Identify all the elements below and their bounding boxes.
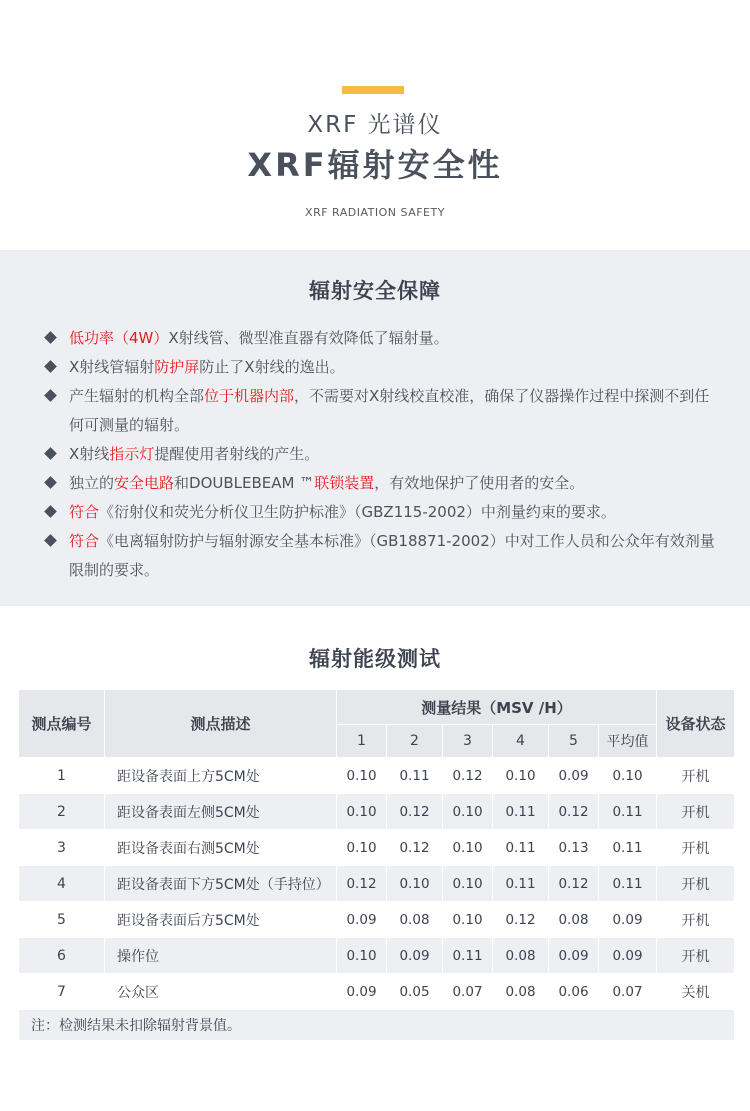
cell-value: 0.10 xyxy=(493,758,549,794)
cell-status: 开机 xyxy=(657,758,735,794)
test-title: 辐射能级测试 xyxy=(309,647,441,671)
cell-id: 3 xyxy=(19,830,105,866)
cell-value: 0.12 xyxy=(387,830,443,866)
cell-value: 0.11 xyxy=(599,866,657,902)
diamond-bullet-icon xyxy=(44,505,57,518)
header xyxy=(0,0,750,250)
cell-desc: 距设备表面上方5CM处 xyxy=(105,758,337,794)
safety-item xyxy=(44,498,724,527)
cell-value: 0.11 xyxy=(493,794,549,830)
table-row xyxy=(19,830,735,866)
cell-id: 2 xyxy=(19,794,105,830)
diamond-bullet-icon xyxy=(44,476,57,489)
cell-value: 0.09 xyxy=(599,938,657,974)
cell-value: 0.12 xyxy=(337,866,387,902)
cell-value: 0.09 xyxy=(549,758,599,794)
table-row xyxy=(19,902,735,938)
item-text: X射线 xyxy=(69,445,110,463)
cell-status: 开机 xyxy=(657,938,735,974)
cell-desc: 距设备表面后方5CM处 xyxy=(105,902,337,938)
cell-value: 0.10 xyxy=(337,938,387,974)
cell-value: 0.11 xyxy=(387,758,443,794)
cell-value: 0.09 xyxy=(549,938,599,974)
cell-value: 0.10 xyxy=(337,758,387,794)
cell-value: 0.13 xyxy=(549,830,599,866)
safety-item xyxy=(44,382,724,440)
item-text: X射线管、微型准直器有效降低了辐射量。 xyxy=(168,329,449,347)
cell-desc: 距设备表面左侧5CM处 xyxy=(105,794,337,830)
cell-value: 0.12 xyxy=(549,866,599,902)
diamond-bullet-icon xyxy=(44,389,57,402)
table-row xyxy=(19,866,735,902)
diamond-bullet-icon xyxy=(44,447,57,460)
header-status: 设备状态 xyxy=(657,690,735,758)
cell-value: 0.11 xyxy=(493,866,549,902)
cell-value: 0.10 xyxy=(443,902,493,938)
header-col-4: 4 xyxy=(493,725,549,758)
table-row xyxy=(19,794,735,830)
item-text: 提醒使用者射线的产生。 xyxy=(154,445,320,463)
header-result: 测量结果（MSV /H） xyxy=(337,690,657,725)
header-desc: 测点描述 xyxy=(105,690,337,758)
highlight-text: 符合 xyxy=(69,532,100,550)
safety-item xyxy=(44,353,724,382)
cell-status: 开机 xyxy=(657,902,735,938)
highlight-text: 指示灯 xyxy=(109,445,155,463)
header-col-2: 2 xyxy=(387,725,443,758)
table-row xyxy=(19,938,735,974)
table-row xyxy=(19,974,735,1010)
highlight-text: 低功率（4W） xyxy=(69,329,169,347)
cell-value: 0.10 xyxy=(599,758,657,794)
cell-value: 0.07 xyxy=(443,974,493,1010)
highlight-text: 安全电路 xyxy=(114,474,175,492)
page-subtitle: XRF 光谱仪 xyxy=(307,112,443,138)
diamond-bullet-icon xyxy=(44,534,57,547)
item-text: ，不需要对X射线校直校准，确保了仪器操作过程中探测不到任何可测量的辐射。 xyxy=(69,387,710,434)
cell-value: 0.12 xyxy=(493,902,549,938)
cell-value: 0.07 xyxy=(599,974,657,1010)
item-text: 《电离辐射防护与辐射源安全基本标准》（GB18871-2002）中对工作人员和公众年有效剂量限制的要求。 xyxy=(69,532,715,579)
cell-value: 0.11 xyxy=(599,794,657,830)
diamond-bullet-icon xyxy=(44,360,57,373)
page-subtitle-en: XRF RADIATION SAFETY xyxy=(305,206,445,219)
test-table xyxy=(18,689,735,1041)
item-text: 独立的 xyxy=(69,474,115,492)
cell-status: 开机 xyxy=(657,866,735,902)
highlight-text: 防护屏 xyxy=(154,358,200,376)
cell-id: 1 xyxy=(19,758,105,794)
cell-id: 4 xyxy=(19,866,105,902)
note-row xyxy=(19,1010,735,1041)
accent-bar xyxy=(342,86,404,94)
cell-value: 0.10 xyxy=(337,830,387,866)
cell-value: 0.08 xyxy=(493,974,549,1010)
cell-value: 0.09 xyxy=(599,902,657,938)
cell-value: 0.09 xyxy=(387,938,443,974)
cell-desc: 操作位 xyxy=(105,938,337,974)
safety-item xyxy=(44,324,724,353)
cell-id: 7 xyxy=(19,974,105,1010)
cell-value: 0.11 xyxy=(493,830,549,866)
page-title: XRF辐射安全性 xyxy=(247,146,503,184)
cell-value: 0.11 xyxy=(443,938,493,974)
cell-value: 0.10 xyxy=(443,794,493,830)
cell-id: 5 xyxy=(19,902,105,938)
table-row xyxy=(19,758,735,794)
item-text: 产生辐射的机构全部 xyxy=(69,387,205,405)
cell-status: 开机 xyxy=(657,794,735,830)
safety-title: 辐射安全保障 xyxy=(309,279,441,303)
safety-item xyxy=(44,527,724,585)
cell-value: 0.10 xyxy=(337,794,387,830)
item-text: 和DOUBLEBEAM ™ xyxy=(174,474,315,492)
header-col-6: 平均值 xyxy=(599,725,657,758)
item-text: ，有效地保护了使用者的安全。 xyxy=(374,474,585,492)
cell-value: 0.09 xyxy=(337,974,387,1010)
cell-value: 0.05 xyxy=(387,974,443,1010)
table-note: 注：检测结果未扣除辐射背景值。 xyxy=(19,1010,735,1041)
cell-value: 0.10 xyxy=(443,866,493,902)
safety-item xyxy=(44,440,724,469)
header-id: 测点编号 xyxy=(19,690,105,758)
cell-desc: 距设备表面下方5CM处（手持位） xyxy=(105,866,337,902)
cell-value: 0.08 xyxy=(493,938,549,974)
highlight-text: 联锁装置 xyxy=(314,474,375,492)
cell-value: 0.12 xyxy=(549,794,599,830)
header-col-1: 1 xyxy=(337,725,387,758)
cell-value: 0.12 xyxy=(443,758,493,794)
cell-value: 0.10 xyxy=(387,866,443,902)
cell-status: 开机 xyxy=(657,830,735,866)
cell-value: 0.08 xyxy=(549,902,599,938)
header-col-5: 5 xyxy=(549,725,599,758)
cell-desc: 距设备表面右测5CM处 xyxy=(105,830,337,866)
cell-desc: 公众区 xyxy=(105,974,337,1010)
cell-status: 关机 xyxy=(657,974,735,1010)
cell-value: 0.08 xyxy=(387,902,443,938)
cell-value: 0.11 xyxy=(599,830,657,866)
safety-item xyxy=(44,469,724,498)
header-col-3: 3 xyxy=(443,725,493,758)
cell-value: 0.06 xyxy=(549,974,599,1010)
highlight-text: 符合 xyxy=(69,503,100,521)
diamond-bullet-icon xyxy=(44,331,57,344)
highlight-text: 位于机器内部 xyxy=(204,387,295,405)
item-text: X射线管辐射 xyxy=(69,358,155,376)
cell-id: 6 xyxy=(19,938,105,974)
safety-list xyxy=(44,324,724,585)
cell-value: 0.09 xyxy=(337,902,387,938)
cell-value: 0.12 xyxy=(387,794,443,830)
item-text: 防止了X射线的逸出。 xyxy=(199,358,345,376)
item-text: 《衍射仪和荧光分析仪卫生防护标准》（GBZ115-2002）中剂量约束的要求。 xyxy=(99,503,616,521)
cell-value: 0.10 xyxy=(443,830,493,866)
